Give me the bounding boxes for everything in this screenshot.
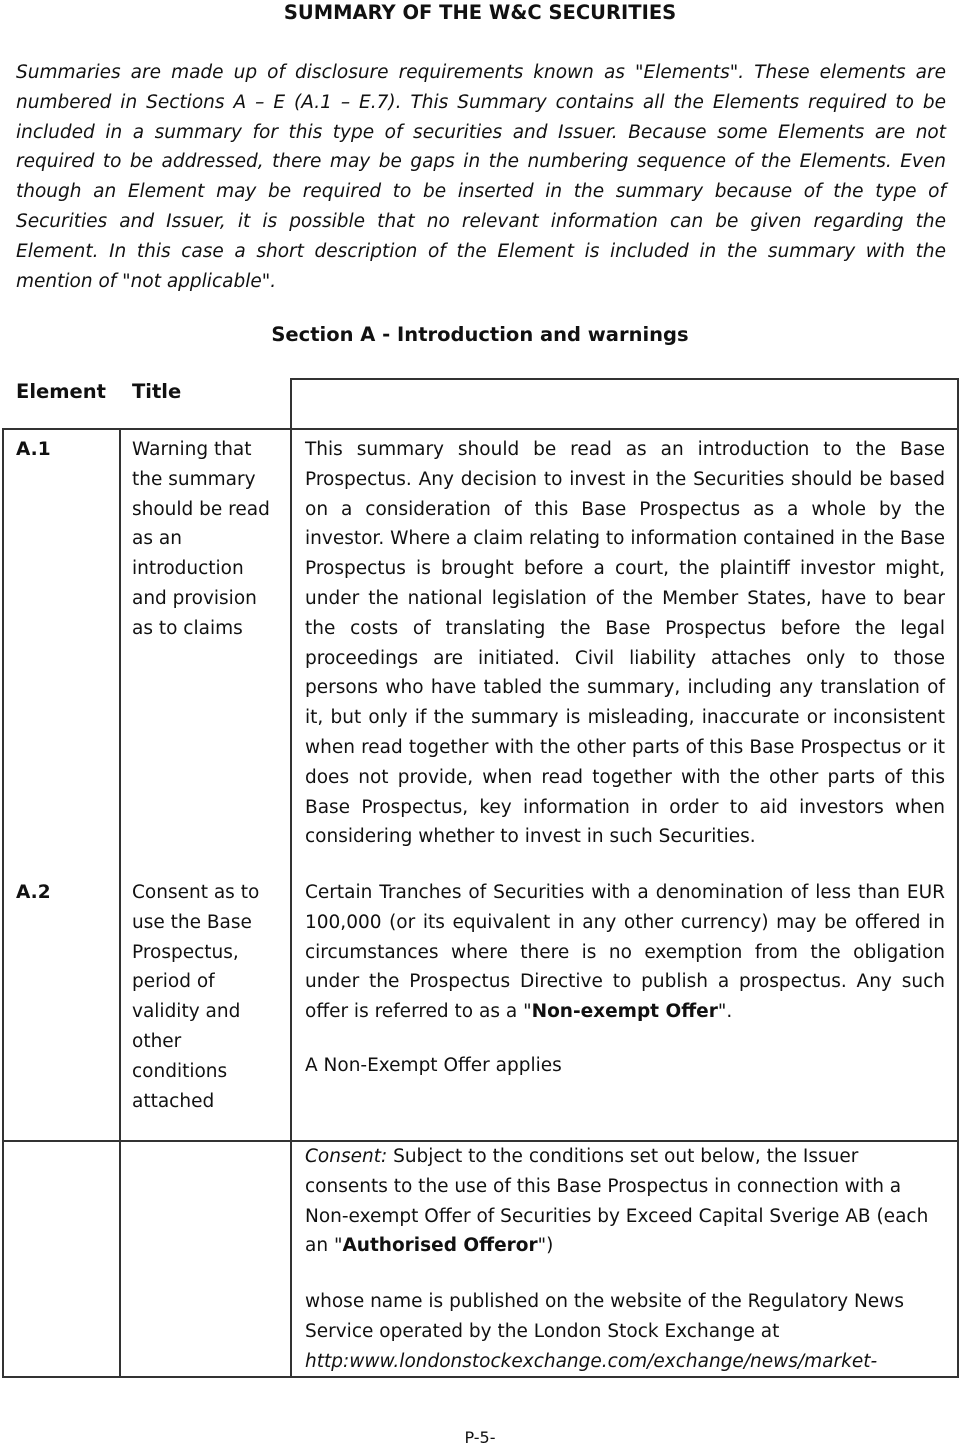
table-row-a1-title: Warning that the summary should be read as an introduction and provision as to claims xyxy=(132,439,270,639)
column-header-title: Title xyxy=(132,380,182,403)
table-header-bottom xyxy=(2,428,959,430)
table-row-a2-applies: A Non-Exempt Offer applies xyxy=(305,1055,562,1076)
table-col-divider-2 xyxy=(290,428,292,1378)
table-col-divider xyxy=(119,428,121,1378)
table-border-left-desc xyxy=(290,378,292,430)
authorised-offeror-term: Authorised Offeror xyxy=(342,1235,538,1257)
page-number: P-5- xyxy=(464,1428,496,1447)
table-border-left xyxy=(2,428,4,1378)
page-title: SUMMARY OF THE W&C SECURITIES xyxy=(283,1,677,24)
table-border-right xyxy=(957,378,959,1378)
table-row-a2-description: Certain Tranches of Securities with a denomination of less than EUR 100,000 (or its equivalent in any other currency) may be offered in circumstances where there is no exemption from the obligation under the Prospectus Directive to publish a prospectus. Any such offer is referred to as a "Non-exempt Offer". xyxy=(305,882,945,1023)
table-row-a1-description: This summary should be read as an introduction to the Base Prospectus. Any decision to invest in the Securities should be based on a consideration of this Base Prospectus as a whole by the investor. Where a claim relating to information contained in the Base Prospectus is brought before a court, the plaintiff investor might, under the national legislation of the Member States, have to bear the costs of translating the Base Prospectus before the legal proceedings are initiated. Civil liability attaches only to those persons who have tabled the summary, including any translation of it, but only if the summary is misleading, inaccurate or inconsistent when read together with the other parts of this Base Prospectus or it does not provide, when read together with the other parts of this Base Prospectus, key information in order to aid investors when considering whether to invest in such Securities. xyxy=(305,439,945,848)
table-row-a1-element: A.1 xyxy=(16,439,51,460)
section-heading: Section A - Introduction and warnings xyxy=(271,323,689,346)
consent-paragraph: Consent: Subject to the conditions set out below, the Issuer consents to the use of this Base Prospectus in connection with a Non-exempt Offer of Securities by Exceed Capital Sverige AB (each an "Authorised Offeror") xyxy=(305,1146,929,1257)
table-row-a2-element: A.2 xyxy=(16,882,51,903)
lse-url-link[interactable]: http:www.londonstockexchange.com/exchange/news/market- xyxy=(305,1350,878,1372)
non-exempt-offer-term: Non-exempt Offer xyxy=(531,1001,718,1023)
column-header-element: Element xyxy=(16,380,106,403)
table-row-a2-title: Consent as to use the Base Prospectus, period of validity and other conditions attached xyxy=(132,882,260,1112)
consent-label: Consent: xyxy=(305,1146,388,1167)
intro-paragraph: Summaries are made up of disclosure requirements known as "Elements". These elements are numbered in Sections A – E (A.1 – E.7). This Summary contains all the Elements required to be included in a summary for this type of securities and Issuer. Because some Elements are not required to be addressed, there may be gaps in the numbering sequence of the Elements. Even though an Element may be required to be inserted in the summary because of the type of Securities and Issuer, it is possible that no relevant information can be given regarding the Element. In this case a short description of the Element is included in the summary with the mention of "not applicable". xyxy=(16,62,946,292)
publish-paragraph: whose name is published on the website of the Regulatory News Service operated by the London Stock Exchange at http:www.londonstockexchange.com/exchange/news/market- xyxy=(305,1291,904,1372)
table-border-top xyxy=(290,378,958,380)
